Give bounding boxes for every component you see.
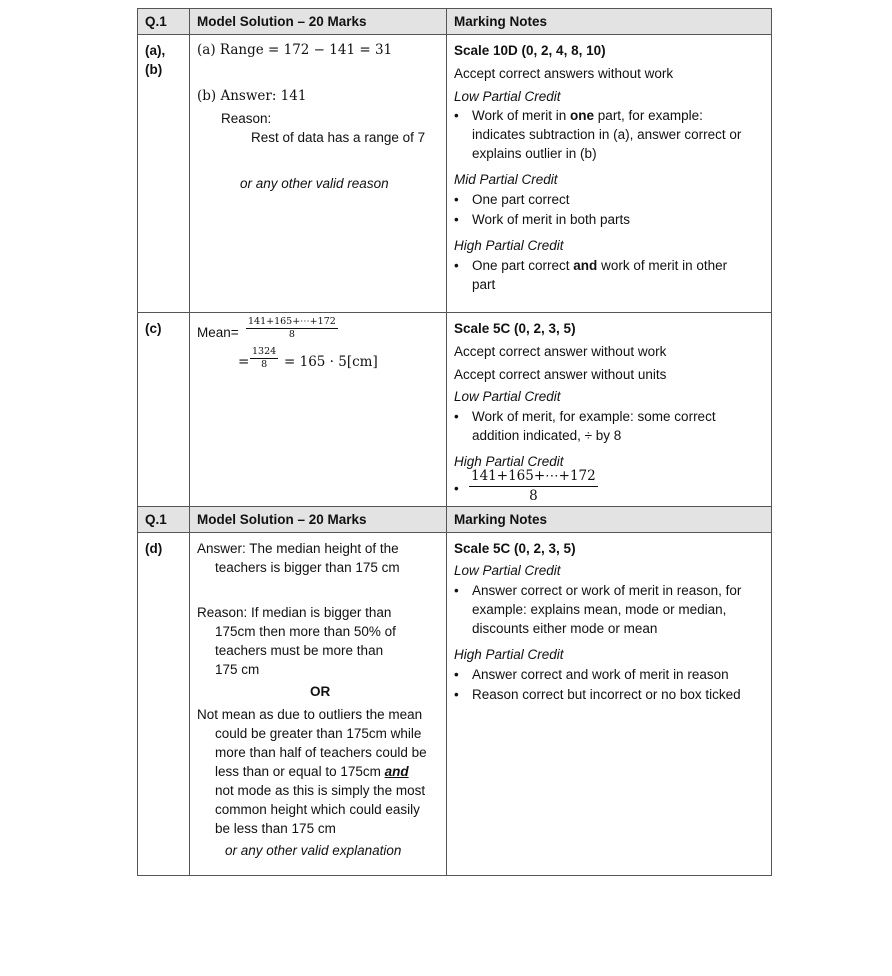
fraction-numerator: 141+165+⋯+172 (469, 467, 598, 487)
alt-reason-line: more than half of teachers could be (215, 745, 427, 760)
bullet-emphasis: one (570, 108, 595, 123)
answer-line: Answer: The median height of the (197, 541, 399, 556)
reason-line: teachers must be more than (215, 643, 384, 658)
bullet-continuation: part (472, 277, 496, 292)
scale-values: (0, 2, 4, 8, 10) (517, 43, 606, 58)
mid-partial-bullet: • Work of merit in both parts (472, 210, 630, 229)
mean-fraction (246, 316, 338, 341)
header-question: Q.1 (138, 9, 190, 35)
line-text: less than or equal to 175cm (215, 764, 385, 779)
reason-text: Rest of data has a range of 7 (251, 130, 426, 145)
high-partial-heading: High Partial Credit (454, 454, 564, 469)
answer-line: teachers is bigger than 175 cm (215, 560, 400, 575)
model-solution-d (190, 533, 447, 876)
header-model-solution: Model Solution – 20 Marks (190, 9, 447, 35)
fraction-numerator: 1324 (252, 346, 277, 357)
reason-line: Reason: If median is bigger than (197, 605, 392, 620)
bullet-continuation: discounts either mode or mean (472, 621, 658, 636)
high-partial-heading: High Partial Credit (454, 238, 564, 253)
high-partial-heading: High Partial Credit (454, 647, 564, 662)
scale-label (454, 41, 606, 60)
scale-name: Scale 10D (454, 43, 518, 58)
table-header-row (138, 507, 772, 533)
accept-note: Accept correct answer without units (454, 367, 667, 382)
mid-partial-bullet: • One part correct (472, 190, 570, 209)
mean-result: = 165 · 5[cm] (284, 354, 378, 370)
bullet-text: part, for example: (594, 108, 703, 123)
bullet-continuation: addition indicated, ÷ by 8 (472, 428, 622, 443)
and-emphasis: and (384, 764, 409, 779)
high-partial-bullet: • Reason correct but incorrect or no box ticked (472, 685, 741, 704)
bullet-emphasis: and (573, 258, 598, 273)
bullet-continuation: indicates subtraction in (a), answer correct or (472, 127, 742, 142)
alt-reason-line: be less than 175 cm (215, 821, 336, 836)
part-label-c: (c) (138, 313, 190, 524)
other-valid-reason: or any other valid reason (240, 176, 389, 191)
high-partial-bullet: • Answer correct and work of merit in reason (472, 665, 729, 684)
marking-table-2 (137, 506, 772, 876)
answer-b: (b) Answer: 141 (197, 88, 307, 104)
alt-reason-line: could be greater than 175cm while (215, 726, 422, 741)
low-partial-heading: Low Partial Credit (454, 389, 561, 404)
bullet-continuation: example: explains mean, mode or median, (472, 602, 727, 617)
bullet-text: Work of merit in (472, 108, 571, 123)
range-equation: (a) Range = 172 − 141 = 31 (197, 42, 393, 58)
fraction-numerator: 141+165+⋯+172 (248, 316, 336, 327)
or-separator: OR (310, 684, 331, 699)
other-valid-explanation: or any other valid explanation (225, 843, 402, 858)
fraction-denominator: 8 (529, 488, 538, 504)
part-label-b: (b) (145, 62, 163, 77)
table-row-d (138, 533, 772, 876)
reason-label: Reason: (221, 111, 272, 126)
sum-fraction (250, 346, 278, 371)
mean-label: Mean= (197, 325, 239, 340)
part-label-a: (a), (145, 43, 166, 58)
scale-label: Scale 5C (0, 2, 3, 5) (454, 321, 576, 336)
part-label-ab (138, 35, 190, 313)
low-partial-heading: Low Partial Credit (454, 89, 561, 104)
bullet-text: One part correct (472, 258, 574, 273)
scale-label: Scale 5C (0, 2, 3, 5) (454, 541, 576, 556)
accept-note: Accept correct answer without work (454, 344, 667, 359)
fraction-denominator: 8 (261, 359, 268, 370)
table-header-row (138, 9, 772, 35)
mid-partial-heading: Mid Partial Credit (454, 172, 558, 187)
low-partial-bullet: • Answer correct or work of merit in reason, for (472, 581, 741, 600)
high-partial-bullet (472, 256, 727, 275)
header-marking-notes: Marking Notes (447, 9, 772, 35)
alt-reason-line: not mode as this is simply the most (215, 783, 426, 798)
low-partial-bullet (472, 106, 703, 125)
header-model-solution: Model Solution – 20 Marks (190, 507, 447, 533)
marking-notes-d (447, 533, 772, 876)
alt-reason-line: common height which could easily (215, 802, 420, 817)
equals-sign: = (238, 354, 250, 370)
table-row-ab (138, 35, 772, 313)
table-row-c (138, 313, 772, 524)
accept-note: Accept correct answers without work (454, 66, 674, 81)
marking-notes-c (447, 313, 772, 524)
alt-reason-line (215, 762, 409, 781)
model-solution-ab (190, 35, 447, 313)
fraction-denominator: 8 (288, 329, 295, 340)
low-partial-bullet: • Work of merit, for example: some correct (472, 407, 716, 426)
bullet-text: work of merit in other (597, 258, 728, 273)
marking-notes-ab (447, 35, 772, 313)
reason-line: 175 cm (215, 662, 260, 677)
header-marking-notes: Marking Notes (447, 507, 772, 533)
reason-line: 175cm then more than 50% of (215, 624, 396, 639)
part-label-d: (d) (138, 533, 190, 876)
alt-reason-line: Not mean as due to outliers the mean (197, 707, 423, 722)
model-solution-c (190, 313, 447, 524)
marking-table-1 (137, 8, 772, 524)
bullet-continuation: explains outlier in (b) (472, 146, 597, 161)
high-partial-fraction (469, 467, 598, 506)
header-question: Q.1 (138, 507, 190, 533)
low-partial-heading: Low Partial Credit (454, 563, 561, 578)
